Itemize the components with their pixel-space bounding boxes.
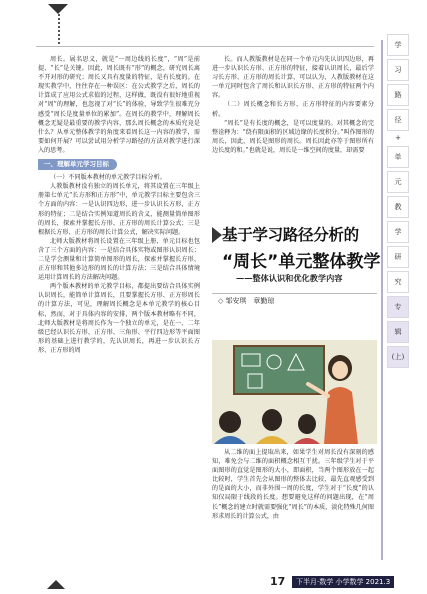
tab-char: 研: [387, 246, 409, 268]
teacher-face: [332, 361, 348, 379]
tab-char: 教: [387, 196, 409, 218]
paragraph: 北师大版教材将周长设置在三年级上册，单元目标也包含了三个方面的内容：一是结合具体实物或图形认识周长；二是学会测量和计算简单图形的周长，探索并掌握长方形、正方形和其他多边形的周长的计算方法；三是结合具体情境运用计算周长的方法解决问题。: [38, 237, 200, 282]
tab-char: 习: [387, 59, 409, 81]
paragraph: 从二维的面上提取出来，如果学生对周长没有深刻的感知，难免会与二维的面积概念相互干扰。三年级学生对于平面图形的直觉是图形的大小，即面积，当两个图形放在一起比较时，学生首先会从图形的整体去比较，最先直观感受到的是面的大小，而非外围一周的长度，学生对于“长度”的认知仅局限于线段的长度。想要避免这样的问题出现，在“周长”概念的建立时就需要强化“周长”的本质，淡化特殊几何图形求周长的计算公式，由: [212, 449, 374, 520]
top-divider: [36, 46, 374, 47]
tab-char: +: [387, 134, 409, 142]
tab-char: 究: [387, 271, 409, 293]
arrow-marker-icon: [212, 227, 222, 243]
dotted-line-decoration: [58, 14, 62, 44]
triangle-marker-icon: [48, 4, 68, 14]
page-number: 17: [270, 575, 286, 588]
tab-char: 径: [387, 109, 409, 131]
title-line-2: “周长”单元整体教学: [222, 252, 381, 272]
title-line-1: 基于学习路径分析的: [222, 226, 359, 244]
tab-char: 元: [387, 171, 409, 193]
student-head: [219, 411, 241, 433]
triangle-marker-icon: [47, 580, 65, 589]
paragraph: 周长。展名思义，就是“一周边线的长度”，“周”是前提，“长”是关键。因此，周长既有“形”的概念，研究周长离不开对形的研究；周长又具有度量的特征，是有长度的。在现实教学中，往往存在一种误区：在公式教学之后，周长的计算成了应用公式求值的过程，这样做，既没有很好地重视对“周”的理解，也忽视了对“长”的体验，导致学生很难充分感受“周长是度量单位的累加”。在周长的教学中，理解周长概念无疑是最重要的教学内容，那么周长概念的本质究竟是什么？从单元整体教学的角度来看周长这一内容的教学，需要如何开展？可以尝试用分析学习路径的方法对教学进行深入的思考。: [38, 56, 200, 154]
paragraph: 长。而人教版教材是在同一个单元内先认识四边形，再进一步认识长方形、正方形的特征，接着认识周长，最后学习长方形、正方形的周长计算，可以认为，人教版教材在这一单元同时包含了周长和认识长方形、正方形的特征两个内容。: [212, 56, 374, 100]
tab-char: 学: [387, 221, 409, 243]
student-head: [262, 409, 282, 431]
paragraph: “周长”是有长度的概念，是可以度量的。对其概念的完整诠释为：“绕有限面积的区域边缘的长度积分。”叫作图形的周长，因此，周长是图形的周长。周长因此亦等于图形所有边长度的和。”也就是说，周长是一维空间的度量，却需要: [212, 119, 374, 154]
left-text-column: [38, 55, 200, 563]
paragraph: （一）不同版本教材的单元教学目标分析。: [50, 174, 166, 182]
tab-char: (上): [387, 346, 409, 368]
page-footer: [270, 575, 420, 589]
tab-char: 单: [387, 146, 409, 168]
right-top-text-column: [212, 55, 374, 215]
author-line: [218, 296, 274, 306]
right-bottom-text-column: [212, 448, 374, 566]
article-title-block: [212, 221, 381, 317]
author-names: 邹安琪 章勤琼: [225, 297, 275, 305]
tab-char: 学: [387, 34, 409, 56]
author-bar: [212, 293, 377, 308]
tab-char: 辑: [387, 321, 409, 343]
student-head: [298, 414, 316, 434]
paragraph: 两个版本教材的单元教学目标，都提出要结合具体实例认识周长，能简单计算周长，且要掌握长方形、正方形周长的计算方法，可见，理解周长概念是本单元教学的核心目标，然而，对于具体内容的安排，两个版本教材略有不同，北师大版教材是将周长作为一个独立的单元，是在一、二年级已经认识长方形、正方形、三角形、平行四边形等平面图形的基础上进行教学的，先认识周长，再进一步认识长方形、正方形的周: [38, 283, 200, 354]
tab-char: 路: [387, 84, 409, 106]
side-accent-line: [381, 40, 383, 560]
tab-char: 专: [387, 296, 409, 318]
diamond-icon: ◇: [218, 297, 224, 305]
paragraph: （二）周长概念和长方形、正方形特征的内容要素分析。: [212, 101, 374, 118]
classroom-illustration: [212, 340, 377, 444]
section-heading: 一、理解单元学习目标: [38, 159, 117, 170]
article-subtitle: ——整体认识和优化教学内容: [236, 273, 343, 283]
column-tab: [387, 34, 411, 371]
section-heading-wrap: [38, 155, 200, 173]
journal-name: 下半月·数学 小学数学 2021.3: [292, 576, 394, 588]
classroom-illustration-svg: [212, 340, 377, 444]
paragraph: 人教版教材没有独立的周长单元，将其设置在三年级上册第七单元“长方形和正方形”中，单元教学目标主要包含三个方面的内容：一是认识四边形，进一步认识长方形、正方形的特征；二是结合实例知道周长的含义，能测量简单图形的周长，探索并掌握长方形、正方形的周长计算公式；三是根据长方形、正方形的周长计算公式，解决实际问题。: [38, 183, 200, 236]
